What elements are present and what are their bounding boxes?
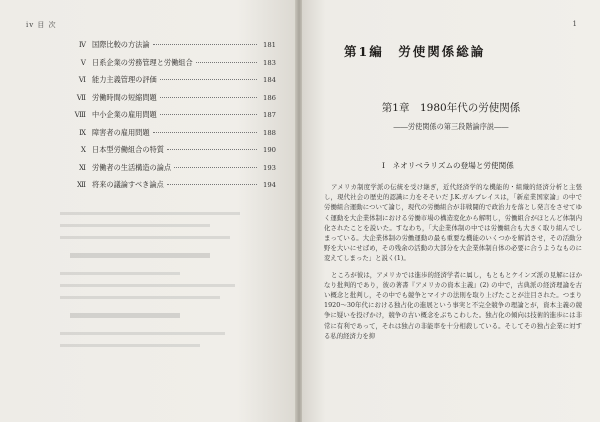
table-of-contents — [70, 40, 276, 198]
toc-entry — [70, 40, 276, 58]
toc-entry-title: 日系企業の労務管理と労働組合 — [92, 57, 193, 67]
toc-entry-title: 将来の議論すべき論点 — [92, 180, 164, 189]
toc-entry-number: Ⅶ — [76, 92, 86, 102]
toc-entry-number: Ⅳ — [78, 40, 86, 49]
toc-leader-dots — [174, 167, 257, 168]
chapter-subtitle: ――労使関係の第三段階論序説―― — [393, 122, 509, 131]
toc-entry-number: Ⅹ — [80, 145, 86, 154]
section-title: Ⅰ ネオリベラリズムの登場と労使関係 — [382, 161, 514, 170]
toc-entry — [70, 75, 276, 93]
toc-entry-title: 能力主義管理の評価 — [92, 75, 157, 84]
toc-leader-dots — [160, 97, 257, 98]
toc-entry-number: Ⅴ — [80, 57, 86, 67]
toc-leader-dots — [160, 114, 257, 115]
toc-entry — [70, 163, 276, 181]
toc-entry — [70, 93, 276, 111]
toc-entry — [70, 128, 276, 146]
toc-entry-title: 国際比較の方法論 — [92, 40, 150, 49]
right-page — [302, 0, 600, 422]
toc-entry-number: Ⅷ — [74, 110, 86, 119]
toc-entry-page: 193 — [263, 163, 276, 172]
paragraph: ところが彼は，アメリカでは進歩的経済学者に属し，もともとケインズ派の見解にほかなり批判的であり，彼の著書『アメリカの資本主義』(2) の中で，古典派の経済理論を古い概念と批判し，その中でも競争とマイナの法則を取り上げたことが注目された。つまり1920〜30年代における独占化の進展という事実と不完全競争の理論とが，資本主義の競争に疑いを投げかけ，競争の古い概念をぶちこわした。独占化の傾向は技術的進歩には非常に有利であって，それは独占の非能率を十分相殺している。そしてその独占企業に対する私的経済力を抑 — [324, 270, 582, 340]
toc-entry-number: Ⅺ — [79, 162, 86, 172]
toc-entry-title: 障害者の雇用問題 — [92, 127, 150, 137]
toc-leader-dots — [153, 44, 257, 45]
toc-entry — [70, 145, 276, 163]
right-running-head: 1 — [572, 20, 578, 28]
toc-leader-dots — [167, 184, 257, 185]
toc-entry-number: Ⅸ — [79, 127, 86, 137]
toc-entry-page: 190 — [263, 146, 276, 154]
toc-leader-dots — [196, 62, 257, 63]
toc-entry-number: Ⅵ — [78, 75, 86, 84]
toc-entry-number: Ⅻ — [76, 180, 86, 189]
paragraph: アメリカ制度学派の伝統を受け継ぎ，近代経済学的な機能的・組織的経済分析と主張し，現代社会の歴史的認識に力をそそいだ J.K.ガルブレイスは，「新産業国家論」の中で労働組合運動について論じ，現代の労働組合が非戦闘的で政治力を落とし発言をさせてゆく運動を大企業体制における労働市場の構造変化から解明し，労働組合がほとんど体制内化されたことを説いた。すなわち，「大企業体制の中では労働組合も大きく取り組んでしまっている。大企業体制の労働運動の最も重要な機能のいくつかを解消させ，その活動分野を大いにせばめ，その残余の活動の大部分を大企業体制自体の必要に合うようなものに変えてしまった」と説く(1)。 — [324, 183, 582, 263]
toc-entry-page: 184 — [263, 76, 276, 84]
toc-entry — [70, 58, 276, 76]
toc-entry-page: 181 — [263, 41, 276, 49]
toc-leader-dots — [160, 79, 257, 80]
chapter-title: 第1章 1980年代の労使関係 — [381, 102, 521, 114]
toc-entry-title: 労働時間の短縮問題 — [92, 92, 157, 102]
toc-entry-page: 187 — [263, 111, 276, 119]
part-title: 第1編 労使関係総論 — [344, 44, 486, 59]
body-text — [324, 182, 582, 347]
toc-entry-page: 186 — [263, 93, 276, 102]
toc-entry-page: 188 — [263, 128, 276, 137]
toc-entry-page: 194 — [263, 181, 276, 189]
left-running-head: iv 目 次 — [26, 21, 57, 29]
left-page — [0, 0, 296, 422]
toc-entry-page: 183 — [263, 58, 276, 67]
toc-entry — [70, 180, 276, 198]
toc-entry-title: 労働者の生活構造の論点 — [92, 162, 172, 172]
toc-entry — [70, 110, 276, 128]
toc-leader-dots — [167, 149, 257, 150]
toc-leader-dots — [153, 132, 257, 133]
bleed-through-text — [60, 212, 260, 402]
toc-entry-title: 日本型労働組合の特質 — [92, 145, 164, 154]
toc-entry-title: 中小企業の雇用問題 — [92, 110, 157, 119]
